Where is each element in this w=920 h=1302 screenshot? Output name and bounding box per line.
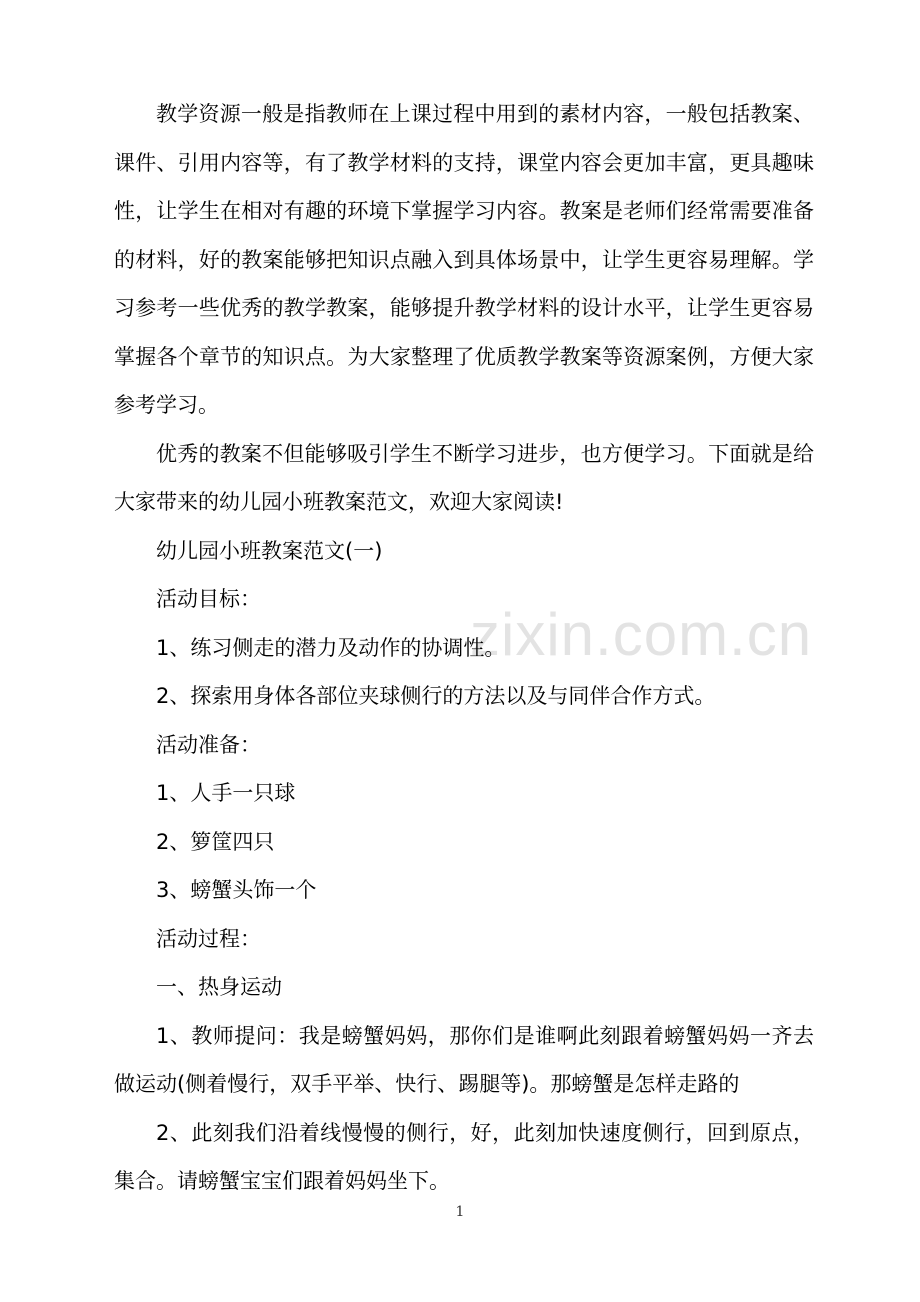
process-item: 2、此刻我们沿着线慢慢的侧行，好，此刻加快速度侧行，回到原点，集合。请螃蟹宝宝们跟着妈妈坐下。 (114, 1120, 814, 1193)
preparation-item: 1、人手一只球 (156, 781, 296, 805)
lead-paragraph: 优秀的教案不但能够吸引学生不断学习进步，也方便学习。下面就是给大家带来的幼儿园小班教案范文，欢迎大家阅读! (114, 441, 814, 514)
goal-item: 2、探索用身体各部位夹球侧行的方法以及与同伴合作方式。 (156, 684, 716, 708)
goal-item: 1、练习侧走的潜力及动作的协调性。 (156, 635, 506, 660)
heading-activity-preparation: 活动准备： (156, 732, 261, 757)
preparation-item: 3、螃蟹头饰一个 (156, 878, 317, 902)
document-body (114, 90, 814, 1206)
process-step-heading: 一、热身运动 (156, 975, 282, 999)
section-title: 幼儿园小班教案范文(一) (156, 538, 383, 563)
intro-paragraph: 教学资源一般是指教师在上课过程中用到的素材内容，一般包括教案、课件、引用内容等，有了教学材料的支持，课堂内容会更加丰富，更具趣味性，让学生在相对有趣的环境下掌握学习内容。教案是老师们经常需要准备的材料，好的教案能够把知识点融入到具体场景中，让学生更容易理解。学习参考一些优秀的教学教案，能够提升教学材料的设计水平，让学生更容易掌握各个章节的知识点。为大家整理了优质教学教案等资源案例，方便大家参考学习。 (114, 102, 814, 417)
heading-activity-goals: 活动目标： (156, 587, 261, 611)
watermark: zixin.com.cn (470, 601, 813, 668)
process-item: 1、教师提问：我是螃蟹妈妈，那你们是谁啊此刻跟着螃蟹妈妈一齐去做运动(侧着慢行，双手平举、快行、踢腿等)。那螃蟹是怎样走路的 (114, 1023, 814, 1096)
preparation-item: 2、箩筐四只 (156, 829, 275, 854)
heading-activity-process: 活动过程： (156, 926, 261, 951)
page-number: 1 (455, 1204, 465, 1220)
